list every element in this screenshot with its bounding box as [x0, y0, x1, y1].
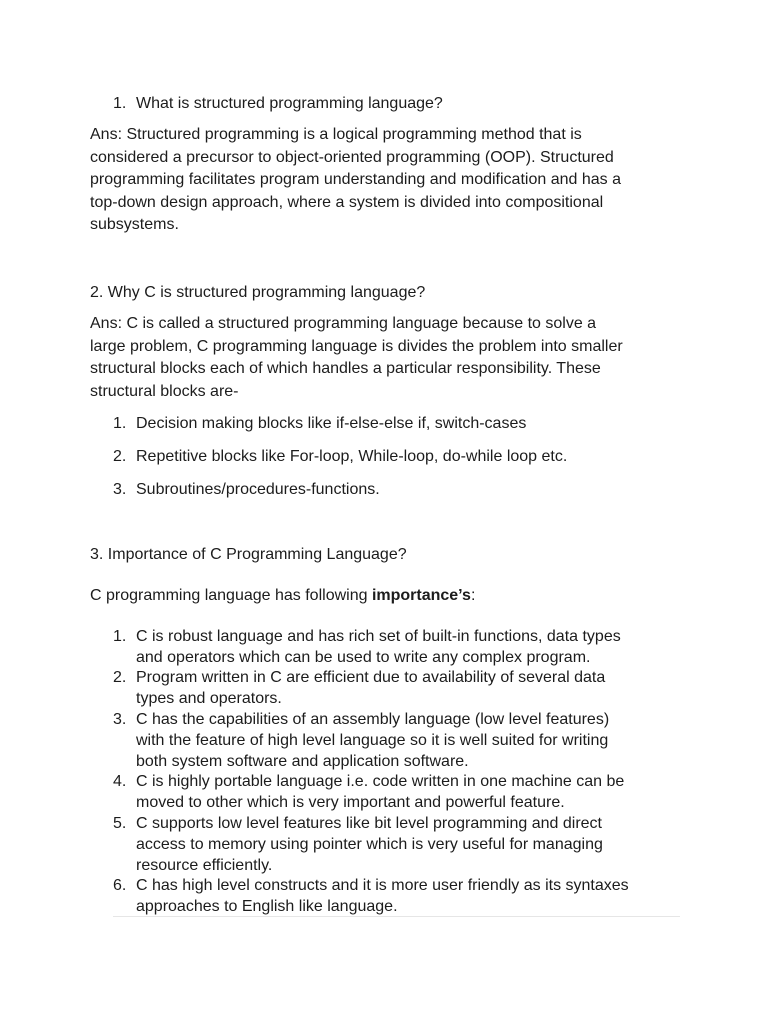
divider-line — [113, 916, 680, 917]
list-number: 1. — [113, 415, 127, 432]
structural-block-item — [113, 480, 380, 500]
importance-item — [113, 709, 609, 772]
question-2-heading: 2. Why C is structured programming language? — [90, 284, 426, 301]
answer-1-line: Ans: Structured programming is a logical programming method that is — [90, 126, 582, 143]
importance-item — [113, 771, 624, 813]
list-line: C has the capabilities of an assembly language (low level features) — [136, 711, 610, 728]
answer-1-line: top-down design approach, where a system is divided into compositional — [90, 193, 604, 211]
question-3-heading: 3. Importance of C Programming Language? — [90, 546, 407, 563]
list-text: Repetitive blocks like For-loop, While-loop, do-while loop etc. — [136, 448, 568, 465]
list-line: C supports low level features like bit level programming and direct — [136, 815, 602, 832]
list-line: approaches to English like language. — [136, 898, 398, 915]
answer-2-line: Ans: C is called a structured programming language because to solve a — [90, 315, 597, 332]
importance-item — [113, 626, 621, 668]
list-number: 1. — [113, 628, 127, 645]
list-number: 6. — [113, 877, 127, 894]
intro-text: C programming language has following — [90, 587, 372, 604]
answer-2-line: large problem, C programming language is divides the problem into smaller — [90, 337, 623, 355]
list-line: with the feature of high level language so it is well suited for writing — [136, 732, 609, 749]
list-line: moved to other which is very important and powerful feature. — [136, 794, 565, 811]
answer-1 — [90, 124, 690, 237]
list-number: 2. — [113, 448, 127, 465]
question-1-text: What is structured programming language? — [136, 95, 443, 112]
intro-bold-text: importance’s — [371, 587, 471, 604]
list-number: 2. — [113, 669, 127, 686]
list-line: C is highly portable language i.e. code written in one machine can be — [136, 773, 625, 790]
list-line: C has high level constructs and it is more user friendly as its syntaxes — [136, 877, 629, 894]
list-text: Decision making blocks like if-else-else if, switch-cases — [136, 415, 527, 432]
importance-item — [113, 667, 605, 709]
importance-item — [113, 875, 629, 917]
answer-2-line: structural blocks each of which handles a particular responsibility. These — [90, 360, 601, 377]
list-line: both system software and application software. — [136, 753, 469, 770]
list-text: Subroutines/procedures-functions. — [136, 481, 380, 498]
list-number: 4. — [113, 773, 127, 790]
list-line: and operators which can be used to write any complex program. — [136, 649, 591, 666]
list-line: Program written in C are efficient due to availability of several data — [136, 669, 606, 686]
list-line: C is robust language and has rich set of built-in functions, data types — [136, 628, 621, 645]
importance-item — [113, 813, 603, 876]
list-number: 3. — [113, 711, 127, 728]
list-line: access to memory using pointer which is very useful for managing — [136, 836, 603, 853]
question-1-number: 1. — [113, 95, 127, 112]
answer-1-line: considered a precursor to object-oriented programming (OOP). Structured — [90, 148, 614, 166]
structural-block-item — [113, 447, 567, 467]
answer-1-line: subsystems. — [90, 216, 179, 233]
answer-2 — [90, 313, 690, 403]
structural-block-item — [113, 414, 526, 434]
list-number: 3. — [113, 481, 127, 498]
list-line: types and operators. — [136, 690, 282, 707]
list-line: resource efficiently. — [136, 857, 273, 874]
intro-colon: : — [470, 587, 476, 604]
question-3-intro — [90, 586, 690, 606]
answer-1-line: programming facilitates program understanding and modification and has a — [90, 171, 621, 188]
list-number: 5. — [113, 815, 127, 832]
answer-2-line: structural blocks are- — [90, 382, 239, 400]
question-1-heading — [113, 94, 443, 114]
